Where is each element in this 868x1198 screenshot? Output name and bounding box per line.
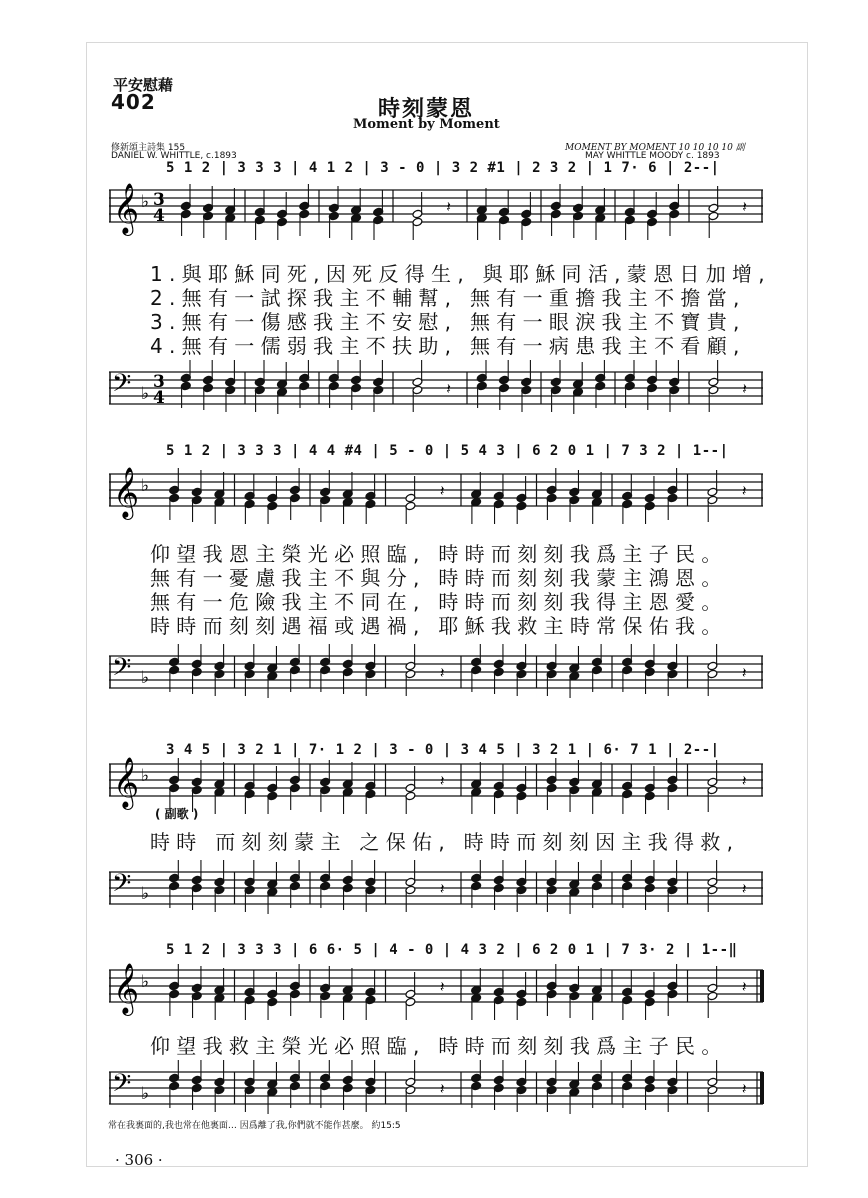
flat-icon: ♭ xyxy=(141,972,150,992)
bass-clef-icon: 𝄢 xyxy=(112,1069,132,1104)
lyric-line: 時時 而刻刻蒙主 之保佑, 時時而刻刻因主我得救, xyxy=(150,830,740,854)
bass-clef-icon: 𝄢 xyxy=(112,653,132,688)
flat-icon: ♭ xyxy=(141,192,150,212)
bass-clef-icon: 𝄢 xyxy=(112,869,132,904)
lyric-line: 1.與耶穌同死,因死反得生, 與耶穌同活,蒙恩日加增, xyxy=(150,262,771,286)
numbered-notation: 3 4 5 | 3 2 1 | 7· 1 2 | 3 - 0 | 3 4 5 | 3 2 1 | 6· 7 1 | 2--| xyxy=(166,742,720,758)
rest-icon: 𝄽 xyxy=(439,772,445,790)
rest-icon: 𝄽 xyxy=(741,1080,747,1098)
lyric-line: 時時而刻刻遇福或遇禍, 耶穌我救主時常保佑我。 xyxy=(150,614,728,638)
treble-staff xyxy=(109,752,765,814)
treble-clef-icon: 𝄞 xyxy=(113,183,140,234)
flat-icon: ♭ xyxy=(141,384,150,404)
rest-icon: 𝄽 xyxy=(741,772,747,790)
lyric-line: 3.無有一傷感我主不安慰, 無有一眼淚我主不寶貴, xyxy=(150,310,746,334)
lyric-line: 無有一憂慮我主不與分, 時時而刻刻我蒙主鴻恩。 xyxy=(150,566,728,590)
hymn-subtitle: Moment by Moment xyxy=(353,117,500,132)
flat-icon: ♭ xyxy=(141,1084,150,1104)
rest-icon: 𝄽 xyxy=(446,198,451,216)
rest-icon: 𝄽 xyxy=(439,664,445,682)
chorus-label: ( 副歌 ) xyxy=(155,807,199,821)
rest-icon: 𝄽 xyxy=(446,380,451,398)
flat-icon: ♭ xyxy=(141,884,150,904)
time-signature-bottom: 4 xyxy=(153,388,165,408)
rest-icon: 𝄽 xyxy=(439,1080,445,1098)
time-signature-top: 3 xyxy=(153,372,165,392)
flat-icon: ♭ xyxy=(141,766,150,786)
bass-staff xyxy=(109,360,765,422)
numbered-notation: 5 1 2 | 3 3 3 | 6 6· 5 | 4 - 0 | 4 3 2 | 6 2 0 1 | 7 3· 2 | 1--‖ xyxy=(166,942,738,958)
footer-verse: 常在我裏面的,我也常在他裏面… 因爲離了我,你們就不能作甚麼。 約15:5 xyxy=(108,1121,401,1131)
flat-icon: ♭ xyxy=(141,476,150,496)
time-signature-top: 3 xyxy=(153,190,165,210)
rest-icon: 𝄽 xyxy=(439,978,445,996)
rest-icon: 𝄽 xyxy=(741,978,747,996)
hymn-title: 時刻蒙恩 xyxy=(378,97,475,122)
numbered-notation: 5 1 2 | 3 3 3 | 4 1 2 | 3 - 0 | 3 2 #1 | 2 3 2 | 1 7· 6 | 2--| xyxy=(166,160,720,176)
page-number: · 306 · xyxy=(115,1151,163,1169)
author-credit: DANIEL W. WHITTLE, c.1893 xyxy=(111,151,237,161)
lyric-line: 2.無有一試探我主不輔幫, 無有一重擔我主不擔當, xyxy=(150,286,746,310)
rest-icon: 𝄽 xyxy=(741,482,747,500)
treble-clef-icon: 𝄞 xyxy=(113,757,140,808)
rest-icon: 𝄽 xyxy=(741,880,747,898)
bass-staff xyxy=(109,860,765,922)
rest-icon: 𝄽 xyxy=(742,198,747,216)
treble-staff xyxy=(109,462,765,524)
bass-staff xyxy=(109,644,765,706)
bass-staff xyxy=(109,1060,765,1122)
treble-clef-icon: 𝄞 xyxy=(113,467,140,518)
lyric-line: 無有一危險我主不同在, 時時而刻刻我得主恩愛。 xyxy=(150,590,728,614)
rest-icon: 𝄽 xyxy=(439,880,445,898)
rest-icon: 𝄽 xyxy=(742,380,747,398)
hymn-number: 402 xyxy=(111,90,156,114)
lyric-line: 4.無有一儒弱我主不扶助, 無有一病患我主不看顧, xyxy=(150,334,746,358)
source-credit: 修新頌主詩集 155 xyxy=(111,143,186,153)
numbered-notation: 5 1 2 | 3 3 3 | 4 4 #4 | 5 - 0 | 5 4 3 | 6 2 0 1 | 7 3 2 | 1--| xyxy=(166,443,729,459)
composer-credit: MAY WHITTLE MOODY c. 1893 xyxy=(585,151,720,161)
flat-icon: ♭ xyxy=(141,668,150,688)
lyric-line: 仰望我恩主榮光必照臨, 時時而刻刻我爲主子民。 xyxy=(150,542,728,566)
tune-name: MOMENT BY MOMENT 10 10 10 10 副 xyxy=(565,143,745,153)
bass-clef-icon: 𝄢 xyxy=(112,369,132,404)
lyric-line: 仰望我救主榮光必照臨, 時時而刻刻我爲主子民。 xyxy=(150,1034,728,1058)
rest-icon: 𝄽 xyxy=(439,482,445,500)
treble-clef-icon: 𝄞 xyxy=(113,963,140,1014)
treble-staff xyxy=(109,958,765,1020)
time-signature-bottom: 4 xyxy=(153,206,165,226)
section-label: 平安慰藉 xyxy=(113,76,174,94)
rest-icon: 𝄽 xyxy=(741,664,747,682)
treble-staff xyxy=(109,178,765,240)
